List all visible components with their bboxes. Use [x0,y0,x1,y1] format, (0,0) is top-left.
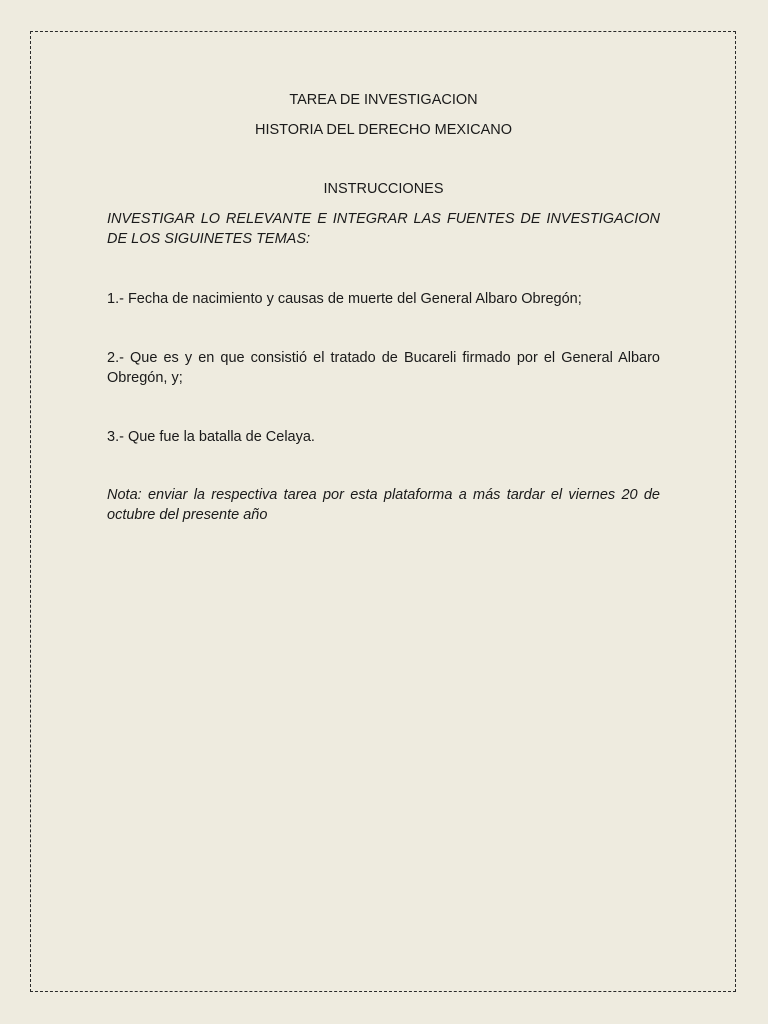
instructions-text: INVESTIGAR LO RELEVANTE E INTEGRAR LAS FUENTES DE INVESTIGACION DE LOS SIGUINETES TEMAS: [107,211,660,247]
list-item-1: 1.- Fecha de nacimiento y causas de muerte del General Albaro Obregón; [107,291,582,307]
list-item-3: 3.- Que fue la batalla de Celaya. [107,429,315,445]
list-item-2: 2.- Que es y en que consistió el tratado de Bucareli firmado por el General Albaro Obregón, y; [107,350,660,386]
deadline-note: Nota: enviar la respectiva tarea por esta plataforma a más tardar el viernes 20 de octubre del presente año [107,487,660,523]
document-title-line1: TAREA DE INVESTIGACION [289,92,478,108]
instructions-heading: INSTRUCCIONES [323,181,444,197]
document-title-line2: HISTORIA DEL DERECHO MEXICANO [254,122,513,138]
